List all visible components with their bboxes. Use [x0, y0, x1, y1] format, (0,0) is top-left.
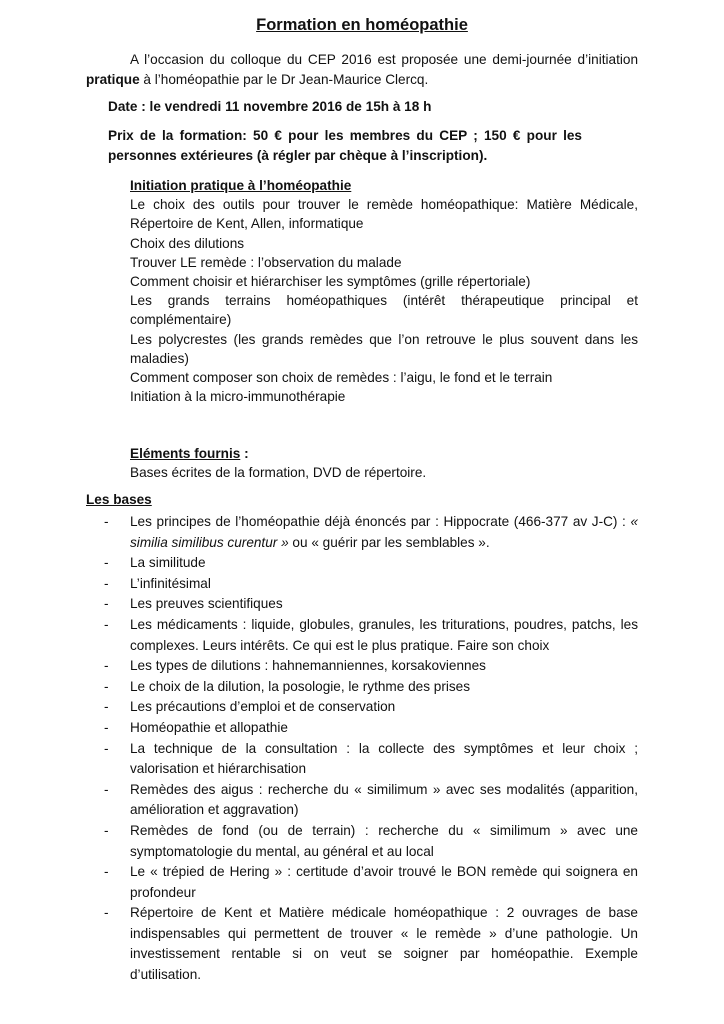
- list-item: [86, 862, 638, 903]
- list-item: [86, 553, 638, 574]
- elements-heading: Eléments fournis: [130, 446, 241, 461]
- bullet-dash: -: [104, 678, 109, 694]
- list-item: [86, 903, 638, 985]
- bullet-dash: -: [104, 596, 109, 612]
- initiation-heading: Initiation pratique à l’homéopathie: [130, 178, 352, 193]
- initiation-item: Le choix des outils pour trouver le remède homéopathique: Matière Médicale, Répertoire de Kent, Allen, informatique: [130, 197, 638, 232]
- list-item-text: Le choix de la dilution, la posologie, le rythme des prises: [130, 678, 471, 694]
- bases-first-italic: « similia similibus curentur »: [130, 514, 638, 550]
- initiation-item: Initiation à la micro-immunothérapie: [130, 389, 346, 405]
- bullet-dash: -: [104, 616, 109, 632]
- list-item-text: Le « trépied de Hering » : certitude d’avoir trouvé le BON remède qui soignera en profondeur: [130, 864, 638, 900]
- initiation-item: Les polycrestes (les grands remèdes que l’on retrouve le plus souvent dans les maladies): [130, 331, 638, 366]
- list-item: [86, 718, 638, 739]
- bullet-dash: -: [104, 822, 109, 838]
- initiation-item: Comment choisir et hiérarchiser les symptômes (grille répertoriale): [130, 274, 531, 290]
- list-item: [86, 739, 638, 780]
- page-title: Formation en homéopathie: [256, 16, 468, 34]
- intro-text-after: à l’homéopathie par le Dr Jean-Maurice Clercq.: [139, 72, 429, 87]
- list-item: [86, 656, 638, 677]
- list-item: [86, 574, 638, 595]
- list-item: [86, 615, 638, 656]
- bases-heading: Les bases: [86, 492, 152, 507]
- intro-text-before: A l’occasion du colloque du CEP 2016 est proposée une demi-journée d’initiation: [130, 52, 638, 67]
- bullet-dash: -: [104, 905, 109, 921]
- list-item-text: Les précautions d’emploi et de conservation: [130, 699, 396, 715]
- list-item-text: Remèdes des aigus : recherche du « similimum » avec ses modalités (apparition, amélioration et aggravation): [130, 781, 638, 818]
- list-item-text: La similitude: [130, 555, 206, 571]
- intro-bold-word: pratique: [86, 72, 140, 87]
- bullet-dash: -: [104, 719, 109, 735]
- initiation-item: Les grands terrains homéopathiques (intérêt thérapeutique principal et complémentaire): [130, 293, 638, 328]
- bases-first-text: Les principes de l’homéopathie déjà énoncés par : Hippocrate (466-377 av J-C) :: [130, 514, 631, 529]
- bullet-dash: -: [104, 740, 109, 756]
- bullet-dash: -: [104, 864, 109, 880]
- elements-section: [130, 444, 638, 482]
- intro-paragraph: [86, 50, 638, 90]
- list-item: [86, 512, 638, 553]
- list-item: [86, 821, 638, 862]
- list-item-text: Homéopathie et allopathie: [130, 719, 288, 735]
- bullet-dash: -: [104, 555, 109, 571]
- list-item-text: Les types de dilutions : hahnemanniennes, korsakoviennes: [130, 658, 486, 674]
- list-item-text: L’infinitésimal: [130, 575, 211, 591]
- bullet-dash: -: [104, 514, 109, 529]
- bases-first-tail: ou « guérir par les semblables ».: [288, 534, 490, 550]
- bullet-dash: -: [104, 699, 109, 715]
- price-line: Prix de la formation: 50 € pour les membres du CEP ; 150 € pour les personnes extérieures (à régler par chèque à l’inscription).: [108, 128, 582, 163]
- list-item-text: La technique de la consultation : la collecte des symptômes et leur choix ; valorisation et hiérarchisation: [130, 740, 638, 777]
- list-item-text: Les preuves scientifiques: [130, 596, 283, 612]
- initiation-section: [130, 176, 638, 406]
- list-item: [86, 677, 638, 698]
- bullet-dash: -: [104, 658, 109, 674]
- list-item-text: Les médicaments : liquide, globules, granules, les triturations, poudres, patchs, les complexes. Leurs intérêts. Ce qui est le plus pratique. Faire son choix: [130, 616, 638, 653]
- bases-list: [86, 512, 638, 986]
- list-item: [86, 594, 638, 615]
- bullet-dash: -: [104, 575, 109, 591]
- list-item-text: Répertoire de Kent et Matière médicale homéopathique : 2 ouvrages de base indispensables qui permettent de trouver « le remède » d’une pathologie. Un investissement rentable si on veut se soigner par homéopathie. Exemple d’utilisation.: [130, 905, 638, 983]
- elements-text: Bases écrites de la formation, DVD de répertoire.: [130, 465, 427, 481]
- bullet-dash: -: [104, 781, 109, 797]
- elements-heading-colon: :: [240, 446, 249, 461]
- list-item: [86, 780, 638, 821]
- date-line: Date : le vendredi 11 novembre 2016 de 15h à 18 h: [108, 99, 432, 114]
- initiation-item: Choix des dilutions: [130, 235, 245, 251]
- elements-heading-line: [130, 444, 638, 463]
- initiation-item: Comment composer son choix de remèdes : l’aigu, le fond et le terrain: [130, 370, 553, 386]
- initiation-item: Trouver LE remède : l’observation du malade: [130, 254, 402, 270]
- list-item: [86, 697, 638, 718]
- list-item-text: Remèdes de fond (ou de terrain) : recherche du « similimum » avec une symptomatologie du mental, au général et au local: [130, 822, 638, 859]
